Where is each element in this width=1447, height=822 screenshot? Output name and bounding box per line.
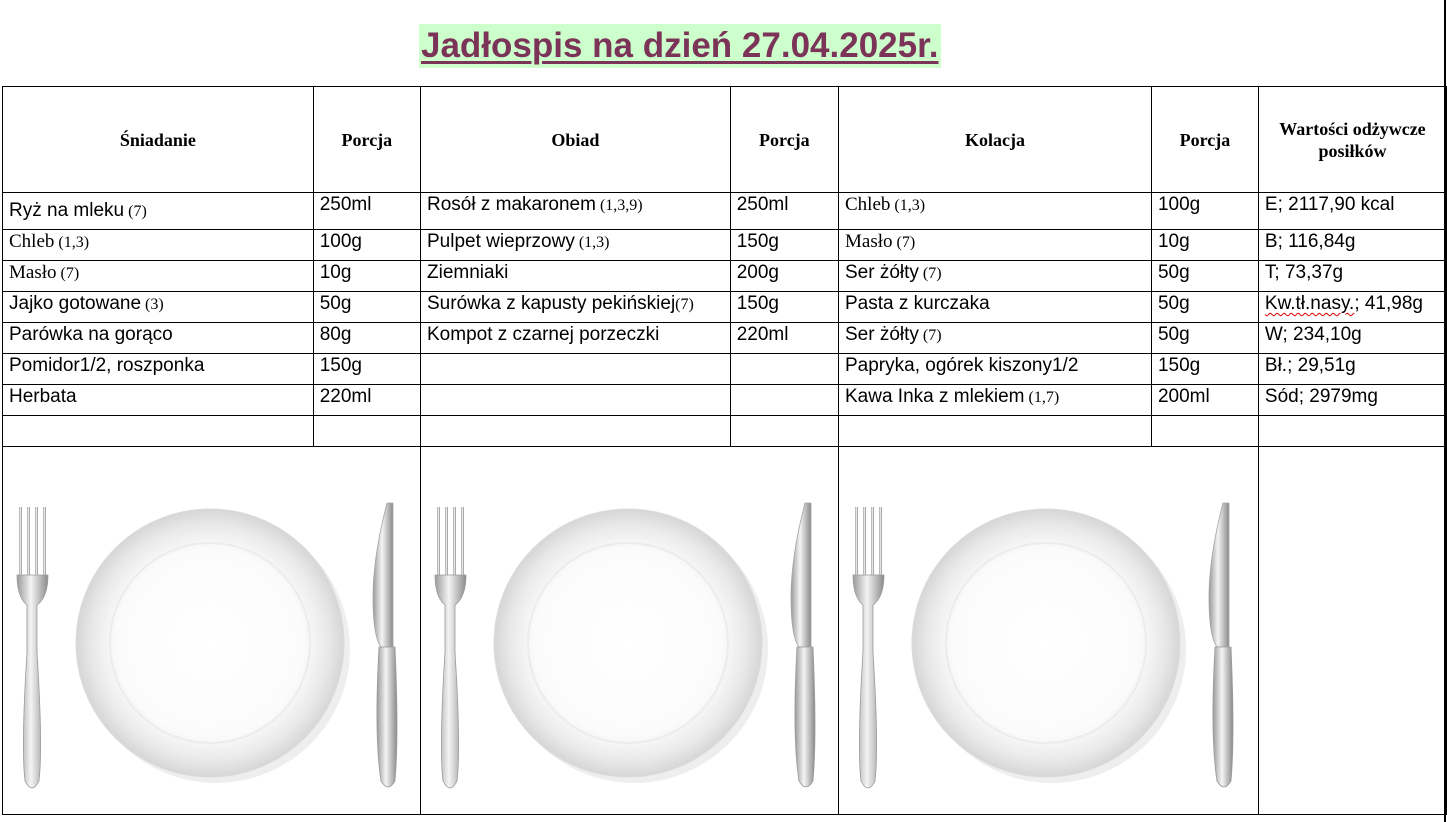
item-name: Ryż na mleku <box>9 200 125 221</box>
breakfast-portion <box>313 323 420 354</box>
item-name: Pulpet wieprzowy <box>427 231 575 252</box>
item-name: Papryka, ogórek kiszony1/2 <box>845 355 1079 376</box>
allergen-codes: (1,3) <box>890 197 926 214</box>
allergen-codes: (7) <box>892 234 916 251</box>
item-name: Jajko gotowane <box>9 293 142 314</box>
breakfast-item <box>3 193 314 230</box>
portion-value: 50g <box>319 293 352 314</box>
lunch-portion <box>730 261 838 292</box>
lunch-item <box>421 261 731 292</box>
table-row <box>3 193 1447 230</box>
nutrition-amount: ; 41,98g <box>1354 293 1423 314</box>
lunch-portion <box>730 354 838 385</box>
table-row <box>3 323 1447 354</box>
lunch-item <box>421 193 731 230</box>
dinner-item <box>839 354 1152 385</box>
breakfast-portion <box>313 385 420 416</box>
item-name: Masło <box>845 231 893 252</box>
dinner-portion <box>1151 323 1258 354</box>
dinner-portion <box>1151 354 1258 385</box>
item-name: Surówka z kapusty pekińskiej <box>427 293 676 314</box>
lunch-item <box>421 292 731 323</box>
plate-image-cell <box>839 447 1259 815</box>
portion-value: 50g <box>1157 324 1190 345</box>
portion-value: 250ml <box>736 194 789 215</box>
header-row <box>3 87 1447 193</box>
lunch-portion <box>730 416 838 447</box>
item-name: Kompot z czarnej porzeczki <box>427 324 660 345</box>
nutrition-value <box>1258 385 1446 416</box>
breakfast-portion <box>313 354 420 385</box>
portion-value: 50g <box>1157 262 1190 283</box>
allergen-codes: (7) <box>918 265 942 282</box>
lunch-portion <box>730 230 838 261</box>
item-name: Herbata <box>9 386 77 407</box>
item-name: Chleb <box>845 194 891 215</box>
allergen-codes: (7) <box>675 296 694 313</box>
nutrition-value <box>1258 193 1446 230</box>
item-name: Pasta z kurczaka <box>845 293 990 314</box>
dinner-portion <box>1151 230 1258 261</box>
allergen-codes: (1,7) <box>1024 389 1060 406</box>
nutrition-value <box>1258 416 1446 447</box>
plate-icon <box>494 509 768 783</box>
nutrition-label: Sód; 2979mg <box>1264 386 1378 407</box>
nutrition-label: B; 116,84g <box>1264 231 1356 252</box>
allergen-codes: (3) <box>141 296 164 313</box>
header-lunch: Obiad <box>421 87 731 193</box>
page-title: Jadłospis na dzień 27.04.2025r. <box>421 26 939 65</box>
breakfast-item <box>3 230 314 261</box>
dinner-portion <box>1151 385 1258 416</box>
table-row <box>3 261 1447 292</box>
table-row <box>3 385 1447 416</box>
item-name: Masło <box>9 262 57 283</box>
dinner-portion <box>1151 193 1258 230</box>
table-row <box>3 416 1447 447</box>
table-row <box>3 230 1447 261</box>
portion-value: 50g <box>1157 293 1190 314</box>
breakfast-portion <box>313 193 420 230</box>
plate-icon <box>76 509 350 783</box>
header-portion-lunch: Porcja <box>730 87 838 193</box>
fork-icon <box>853 507 884 788</box>
knife-icon <box>1209 503 1233 787</box>
allergen-codes: (1,3) <box>574 234 610 251</box>
allergen-codes: (7) <box>918 327 942 344</box>
table-row <box>3 354 1447 385</box>
nutrition-label: T; 73,37g <box>1264 262 1344 283</box>
portion-value: 80g <box>319 324 352 345</box>
plate-image-cell <box>3 447 421 815</box>
allergen-codes: (7) <box>124 203 147 220</box>
portion-value: 250ml <box>319 194 372 215</box>
title-highlight <box>419 24 941 68</box>
plates-row <box>3 447 1447 815</box>
portion-value: 10g <box>1157 231 1190 252</box>
lunch-item <box>421 323 731 354</box>
portion-value: 150g <box>736 293 780 314</box>
breakfast-item <box>3 292 314 323</box>
item-name: Kawa Inka z mlekiem <box>845 386 1025 407</box>
breakfast-portion <box>313 261 420 292</box>
portion-value: 100g <box>1157 194 1201 215</box>
nutrition-label: W; 234,10g <box>1264 324 1362 345</box>
breakfast-item <box>3 354 314 385</box>
lunch-portion <box>730 292 838 323</box>
item-name: Ziemniaki <box>427 262 509 283</box>
portion-value: 200g <box>736 262 780 283</box>
portion-value: 150g <box>319 355 363 376</box>
nutrition-value <box>1258 292 1446 323</box>
empty-cell <box>1258 447 1446 815</box>
portion-value: 200ml <box>1157 386 1210 407</box>
lunch-item <box>421 230 731 261</box>
nutrition-label: Bł.; 29,51g <box>1264 355 1356 376</box>
item-name: Rosół z makaronem <box>427 194 596 215</box>
breakfast-item <box>3 416 314 447</box>
dinner-item <box>839 416 1152 447</box>
knife-icon <box>791 503 815 787</box>
item-name: Chleb <box>9 231 55 252</box>
header-nutrition: Wartości odżywcze posiłków <box>1258 87 1446 193</box>
header-portion-breakfast: Porcja <box>313 87 420 193</box>
lunch-item <box>421 385 731 416</box>
lunch-item <box>421 354 731 385</box>
knife-icon <box>373 503 397 787</box>
fork-icon <box>17 507 48 788</box>
plate-with-cutlery-image <box>3 447 420 814</box>
dinner-item <box>839 193 1152 230</box>
plate-image-cell <box>421 447 839 815</box>
portion-value: 220ml <box>319 386 372 407</box>
item-name: Ser żółty <box>845 262 919 283</box>
nutrition-label: Kw.tł.nasy. <box>1264 293 1355 314</box>
breakfast-item <box>3 261 314 292</box>
breakfast-item <box>3 385 314 416</box>
portion-value: 150g <box>736 231 780 252</box>
item-name: Ser żółty <box>845 324 919 345</box>
lunch-portion <box>730 193 838 230</box>
dinner-portion <box>1151 261 1258 292</box>
nutrition-label: E; 2117,90 kcal <box>1264 194 1395 215</box>
dinner-item <box>839 323 1152 354</box>
plate-icon <box>912 509 1186 783</box>
dinner-item <box>839 292 1152 323</box>
lunch-portion <box>730 323 838 354</box>
breakfast-portion <box>313 416 420 447</box>
fork-icon <box>435 507 466 788</box>
nutrition-value <box>1258 261 1446 292</box>
header-breakfast: Śniadanie <box>3 87 314 193</box>
breakfast-portion <box>313 230 420 261</box>
header-portion-dinner: Porcja <box>1151 87 1258 193</box>
item-name: Pomidor1/2, roszponka <box>9 355 205 376</box>
nutrition-value <box>1258 230 1446 261</box>
portion-value: 220ml <box>736 324 789 345</box>
portion-value: 100g <box>319 231 363 252</box>
lunch-portion <box>730 385 838 416</box>
portion-value: 150g <box>1157 355 1201 376</box>
plate-with-cutlery-image <box>839 447 1256 814</box>
dinner-portion <box>1151 416 1258 447</box>
dinner-portion <box>1151 292 1258 323</box>
lunch-item <box>421 416 731 447</box>
dinner-item <box>839 230 1152 261</box>
table-row <box>3 292 1447 323</box>
allergen-codes: (1,3,9) <box>595 197 643 214</box>
dinner-item <box>839 261 1152 292</box>
dinner-item <box>839 385 1152 416</box>
nutrition-value <box>1258 323 1446 354</box>
breakfast-item <box>3 323 314 354</box>
menu-table <box>2 86 1447 815</box>
breakfast-portion <box>313 292 420 323</box>
allergen-codes: (7) <box>56 265 80 282</box>
item-name: Parówka na gorąco <box>9 324 173 345</box>
header-dinner: Kolacja <box>839 87 1152 193</box>
portion-value: 10g <box>319 262 352 283</box>
plate-with-cutlery-image <box>421 447 838 814</box>
nutrition-value <box>1258 354 1446 385</box>
allergen-codes: (1,3) <box>54 234 90 251</box>
